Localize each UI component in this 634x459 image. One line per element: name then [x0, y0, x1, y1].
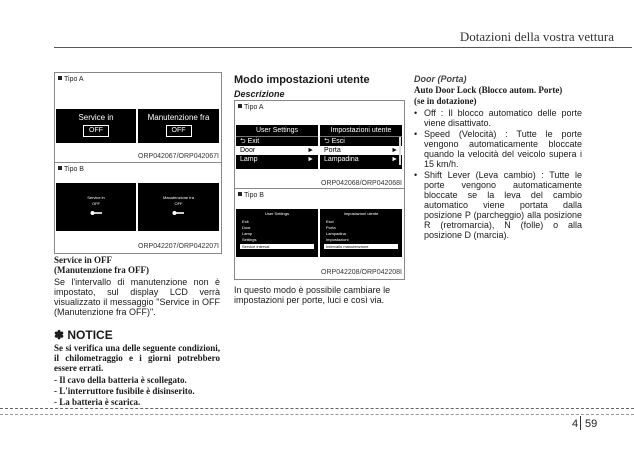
menu-title: Impostazioni utente	[320, 125, 402, 137]
menu-item: ⮌ Exit	[240, 138, 260, 145]
section-heading: Door (Porta)	[414, 74, 467, 84]
right-triangle-icon: ►	[307, 156, 314, 163]
lcd-service-in	[56, 109, 136, 143]
lcd-title: Manutenzione fra	[147, 113, 210, 122]
menu-item: Lamp ►	[240, 156, 314, 163]
menu-item: Door	[242, 225, 251, 230]
menu-item-selected: Porta ►	[320, 146, 402, 155]
section-subheading: Auto Door Lock (Blocco autom. Porte)	[414, 85, 563, 95]
footer-rule	[0, 408, 634, 409]
notice-title: ✽ NOTICE	[54, 328, 113, 342]
figure-code: ORP042068/ORP042068I	[321, 180, 402, 187]
list-item: • Speed (Velocità) : Tutte le porte vengono automaticamente bloccate quando la velocità del veicolo supera i 15 km/h.	[414, 129, 582, 169]
menu-item: Lamp	[242, 231, 253, 236]
lcd-value: OFF	[92, 201, 100, 206]
lcd-manutenzione	[138, 109, 219, 143]
return-arrow-icon: ⮌	[240, 138, 248, 145]
menu-title: User Settings	[236, 125, 318, 137]
section-subheading: Descrizione	[234, 89, 285, 99]
figure-label: Tipo B	[58, 166, 84, 173]
page-number-divider	[580, 416, 581, 430]
wrench-icon	[172, 210, 184, 216]
figure-code: ORP042208/ORP042208I	[321, 269, 402, 276]
figure-tipo-a-service	[54, 72, 222, 164]
lcd-title: Manutenzione fra	[163, 195, 194, 200]
notice-item: - La batteria è scarica.	[54, 397, 141, 407]
section-body: Se l'intervallo di manutenzione non è impostato, sul display LCD verrà visualizzato il messaggio "Service in OFF (Manutenzione fra OFF)".	[54, 277, 220, 317]
footer-rule	[0, 414, 634, 415]
list-item: • Shift Lever (Leva cambio) : Tutte le porte vengono automaticamente bloccate se la leva del cambio automatico viene portata dalla posizione P (parcheggio) alla posizione R (retromarcia), N (folle) o alla posizione D (marcia).	[414, 170, 582, 240]
section-subheading: (Manutenzione fra OFF)	[54, 265, 149, 275]
lcd-title: Service in	[87, 195, 105, 200]
impostazioni-utente-menu	[320, 209, 402, 257]
user-settings-menu	[236, 209, 318, 257]
menu-item: Exit	[242, 219, 249, 224]
page-number: 59	[585, 418, 598, 430]
figure-code: ORP042207/ORP042207I	[138, 243, 219, 250]
section-heading: Modo impostazioni utente	[234, 74, 370, 86]
right-triangle-icon: ►	[307, 147, 314, 154]
lcd-value: OFF	[166, 125, 192, 137]
figure-label: Tipo A	[238, 104, 264, 111]
section-body: In questo modo è possibile cambiare le impostazioni per porte, luci e così via.	[234, 285, 391, 305]
figure-label: Tipo B	[238, 192, 264, 199]
figure-tipo-b-service	[54, 162, 222, 254]
wrench-icon	[90, 210, 102, 216]
lcd-value: OFF	[174, 201, 183, 206]
menu-item: Porta	[326, 225, 336, 230]
lcd-title: Service in	[78, 113, 114, 122]
section-heading: Service in OFF	[54, 255, 112, 265]
notice-item: - Il cavo della batteria è scollegato.	[54, 375, 187, 385]
lcd-manutenzione	[138, 183, 219, 231]
user-settings-menu	[236, 125, 318, 169]
right-triangle-icon: ►	[391, 147, 398, 154]
menu-item-selected: Intervallo manutenzione	[324, 244, 398, 249]
notice-body: Se si verifica una delle seguente condizioni, il chilometraggio e i giorni potrebbero essere errati.	[54, 343, 220, 373]
lcd-value: OFF	[83, 125, 109, 137]
figure-code: ORP042067/ORP042067I	[138, 153, 219, 160]
menu-item-selected: Door ►	[236, 146, 318, 155]
menu-title: User Settings	[264, 211, 289, 216]
figure-tipo-b-settings	[234, 188, 405, 280]
page-header-title: Dotazioni della vostra vettura	[459, 29, 614, 44]
menu-title: Impostazioni utente	[343, 211, 379, 216]
menu-item-selected: Service interval	[240, 244, 314, 249]
menu-item: Esci	[326, 219, 334, 224]
lcd-service-in	[56, 183, 136, 231]
return-arrow-icon: ⮌	[324, 138, 332, 145]
header-rule	[54, 47, 632, 48]
list-item: • Off : Il blocco automatico delle porte viene disattivato.	[414, 108, 582, 128]
section-subheading-2: (se in dotazione)	[414, 96, 477, 106]
menu-item: Settings	[242, 237, 257, 242]
menu-item: Lampadina ►	[324, 156, 398, 163]
notice-item: - L'interruttore fusibile è disinserito.	[54, 386, 195, 396]
bullet-list	[414, 108, 582, 240]
figure-tipo-a-settings	[234, 100, 405, 190]
figure-label: Tipo A	[58, 76, 84, 83]
menu-item: ⮌ Esci	[324, 138, 345, 145]
menu-item: Impostazioni	[326, 237, 349, 242]
right-triangle-icon: ►	[391, 156, 398, 163]
scrollbar	[399, 137, 401, 165]
impostazioni-utente-menu	[320, 125, 402, 169]
chapter-number: 4	[572, 418, 579, 430]
menu-item: Lampadina	[326, 231, 346, 236]
